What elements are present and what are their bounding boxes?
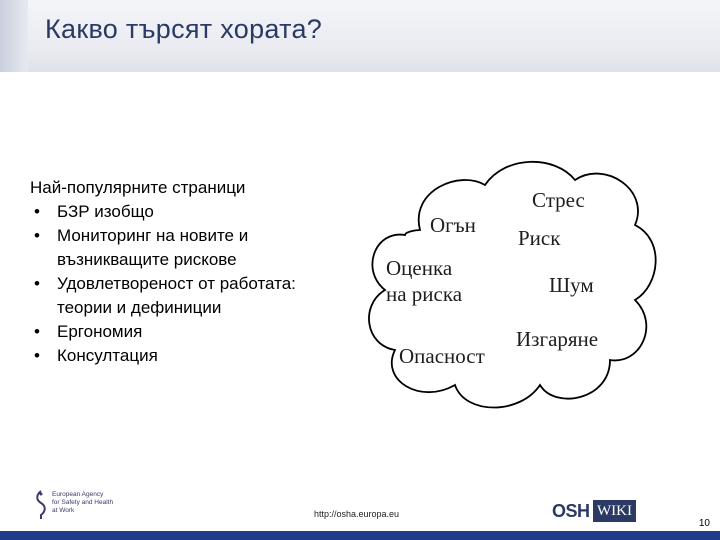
cloud-word-burnout: Изгаряне — [516, 327, 599, 351]
bullet-icon: • — [34, 346, 40, 365]
page-number: 10 — [698, 518, 710, 529]
intro-text: Най-популярните страници — [30, 178, 246, 197]
header-bar — [0, 0, 720, 72]
footer-url-link[interactable]: http://osha.europa.eu — [314, 509, 400, 519]
bullet-item — [30, 272, 330, 320]
cloud-word-risk: Риск — [518, 226, 561, 250]
bullet-item — [30, 320, 330, 344]
agency-name: European Agency for Safety and Health at Work — [52, 491, 114, 514]
cloud-word-hazard: Опасност — [399, 344, 485, 368]
bullet-text: Консултация — [57, 346, 158, 365]
bullet-text: БЗР изобщо — [57, 202, 154, 221]
header-accent — [0, 0, 28, 72]
osh-logo-text: OSH — [552, 501, 590, 521]
agency-mark-icon — [34, 490, 48, 520]
cloud-word-fire: Огън — [430, 213, 476, 237]
cloud-word-assessment-line2: на риска — [386, 282, 463, 306]
bullet-icon: • — [34, 322, 40, 341]
cloud-word-stress: Стрес — [532, 188, 585, 212]
eu-osha-logo[interactable] — [34, 488, 124, 524]
footer-rule — [0, 531, 720, 540]
bullet-text: Удовлетвореност от работата: теории и дефиниции — [57, 274, 296, 317]
bullet-text: Ергономия — [57, 322, 143, 341]
bullet-icon: • — [34, 202, 40, 221]
bullet-item — [30, 224, 330, 272]
content-block — [30, 176, 330, 368]
bullet-list — [30, 200, 330, 368]
cloud-word-risk-assessment — [386, 255, 496, 307]
bullet-item — [30, 344, 330, 368]
bullet-text: Мониторинг на новите и възникващите рискове — [57, 226, 249, 269]
wiki-logo-text: WIKI — [593, 500, 636, 522]
bullet-icon: • — [34, 274, 40, 293]
bullet-icon: • — [34, 226, 40, 245]
bullet-item — [30, 200, 330, 224]
cloud-word-assessment-line1: Оценка — [386, 256, 453, 280]
page-title: Какво търсят хората? — [45, 14, 323, 44]
cloud-word-noise: Шум — [549, 273, 594, 297]
